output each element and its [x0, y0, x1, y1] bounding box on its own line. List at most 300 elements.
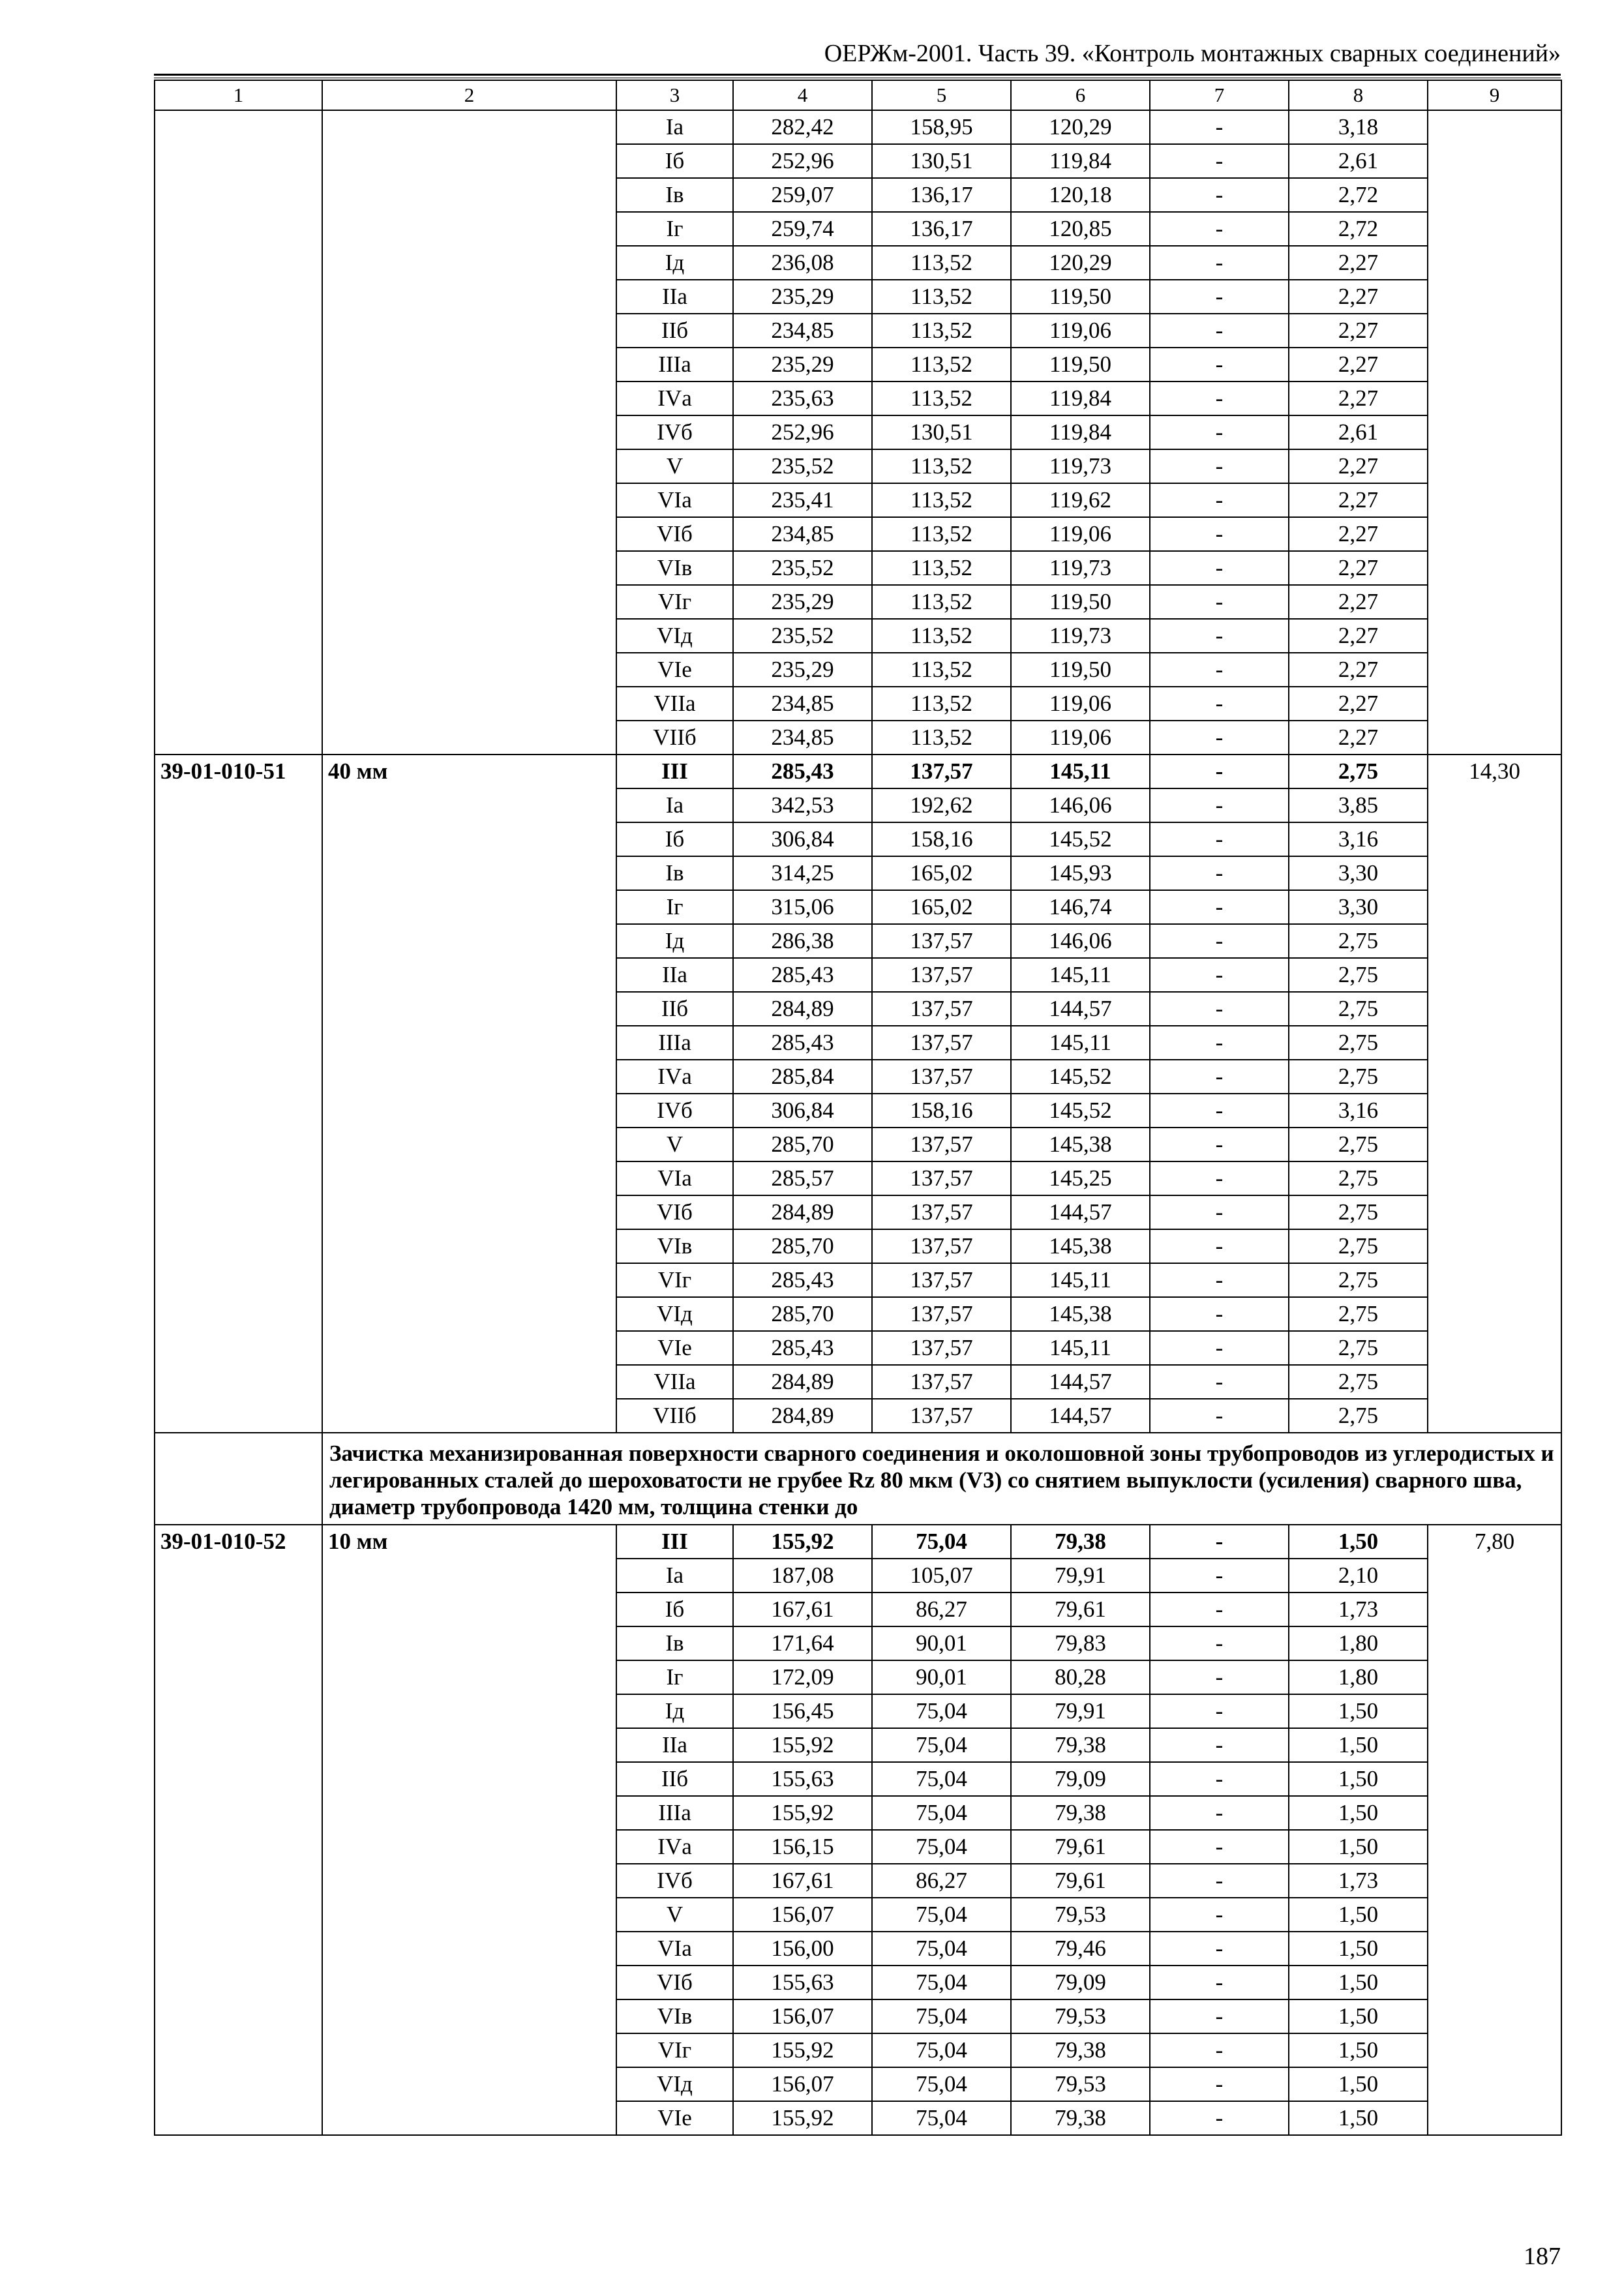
machines-cell: 119,84 — [1011, 144, 1150, 178]
labor-cell: 2,75 — [1289, 1399, 1428, 1433]
wages-cell: 86,27 — [872, 1864, 1011, 1898]
machines-cell: 119,06 — [1011, 517, 1150, 551]
machines-cell: 119,62 — [1011, 483, 1150, 517]
labor-cell: 2,72 — [1289, 178, 1428, 212]
wages-cell: 75,04 — [872, 1932, 1011, 1966]
wages-cell: 136,17 — [872, 178, 1011, 212]
machines-cell: 119,06 — [1011, 314, 1150, 348]
wages-cell: 137,57 — [872, 1060, 1011, 1094]
zone-cell: VIг — [616, 2033, 733, 2067]
wages-cell: 137,57 — [872, 1263, 1011, 1297]
total-cost-cell: 235,29 — [733, 280, 872, 314]
zone-cell: IIб — [616, 1762, 733, 1796]
machines-cell: 79,91 — [1011, 1559, 1150, 1593]
total-cost-cell: 236,08 — [733, 246, 872, 280]
rates-table-body — [155, 80, 1561, 2135]
operators-wages-cell: - — [1150, 1229, 1289, 1263]
wages-cell: 158,16 — [872, 1094, 1011, 1128]
machines-cell: 119,73 — [1011, 619, 1150, 653]
total-cost-cell: 234,85 — [733, 687, 872, 721]
total-cost-cell: 285,43 — [733, 1331, 872, 1365]
zone-cell: VIа — [616, 1161, 733, 1195]
zone-cell: VIв — [616, 1229, 733, 1263]
labor-cell: 1,50 — [1289, 1898, 1428, 1932]
labor-cell: 3,16 — [1289, 822, 1428, 856]
labor-cell: 1,50 — [1289, 1830, 1428, 1864]
zone-cell: VIе — [616, 2101, 733, 2135]
operators-wages-cell: - — [1150, 110, 1289, 144]
operators-wages-cell: - — [1150, 483, 1289, 517]
machines-cell: 120,18 — [1011, 178, 1150, 212]
machines-cell: 119,50 — [1011, 280, 1150, 314]
zone-cell: IIб — [616, 992, 733, 1026]
machines-cell: 79,53 — [1011, 1999, 1150, 2033]
operators-wages-cell: - — [1150, 687, 1289, 721]
zone-cell: Iб — [616, 1593, 733, 1626]
operators-wages-cell: - — [1150, 992, 1289, 1026]
labor-cell: 2,75 — [1289, 924, 1428, 958]
zone-cell: Iа — [616, 110, 733, 144]
labor-cell: 2,75 — [1289, 1161, 1428, 1195]
labor-cell: 1,50 — [1289, 1932, 1428, 1966]
total-cost-cell: 234,85 — [733, 517, 872, 551]
wages-cell: 113,52 — [872, 721, 1011, 755]
total-cost-cell: 235,29 — [733, 348, 872, 382]
zone-cell: VIе — [616, 1331, 733, 1365]
total-cost-cell: 285,84 — [733, 1060, 872, 1094]
total-cost-cell: 259,74 — [733, 212, 872, 246]
machines-cell: 144,57 — [1011, 1365, 1150, 1399]
zone-cell: Iв — [616, 856, 733, 890]
total-cost-cell: 252,96 — [733, 415, 872, 449]
machines-cell: 145,38 — [1011, 1229, 1150, 1263]
zone-cell: VIб — [616, 1966, 733, 1999]
zone-cell: VIв — [616, 1999, 733, 2033]
zone-cell: VIе — [616, 653, 733, 687]
machines-cell: 119,84 — [1011, 415, 1150, 449]
machines-cell: 119,06 — [1011, 721, 1150, 755]
zone-cell: IIб — [616, 314, 733, 348]
total-cost-cell: 235,29 — [733, 585, 872, 619]
labor-cell: 1,50 — [1289, 2101, 1428, 2135]
zone-cell: Iд — [616, 1694, 733, 1728]
zone-cell: IVа — [616, 1830, 733, 1864]
wages-cell: 137,57 — [872, 1195, 1011, 1229]
wages-cell: 113,52 — [872, 348, 1011, 382]
wages-cell: 75,04 — [872, 1830, 1011, 1864]
wages-cell: 113,52 — [872, 382, 1011, 415]
wages-cell: 113,52 — [872, 449, 1011, 483]
machines-cell: 145,25 — [1011, 1161, 1150, 1195]
machines-cell: 79,53 — [1011, 2067, 1150, 2101]
operators-wages-cell: - — [1150, 2067, 1289, 2101]
total-cost-cell: 155,92 — [733, 1525, 872, 1559]
zone-cell: VIб — [616, 1195, 733, 1229]
labor-cell: 2,27 — [1289, 314, 1428, 348]
machines-cell: 79,38 — [1011, 2033, 1150, 2067]
machines-cell: 145,11 — [1011, 958, 1150, 992]
machines-cell: 145,93 — [1011, 856, 1150, 890]
operators-wages-cell: - — [1150, 382, 1289, 415]
total-cost-cell: 306,84 — [733, 822, 872, 856]
operators-wages-cell: - — [1150, 144, 1289, 178]
page-header-title: ОЕРЖм-2001. Часть 39. «Контроль монтажных сварных соединений» — [824, 40, 1561, 67]
wages-cell: 113,52 — [872, 280, 1011, 314]
wall-thickness-cell: 10 мм — [322, 1525, 616, 2135]
unit-cost-cell: 7,80 — [1428, 1525, 1561, 2135]
total-cost-cell: 235,52 — [733, 551, 872, 585]
labor-cell: 2,27 — [1289, 687, 1428, 721]
operators-wages-cell: - — [1150, 1128, 1289, 1161]
wages-cell: 113,52 — [872, 653, 1011, 687]
labor-cell: 2,27 — [1289, 483, 1428, 517]
labor-cell: 1,80 — [1289, 1626, 1428, 1660]
operators-wages-cell: - — [1150, 314, 1289, 348]
total-cost-cell: 155,92 — [733, 2033, 872, 2067]
operators-wages-cell: - — [1150, 619, 1289, 653]
machines-cell: 120,29 — [1011, 110, 1150, 144]
wages-cell: 113,52 — [872, 551, 1011, 585]
wages-cell: 137,57 — [872, 958, 1011, 992]
total-cost-cell: 285,43 — [733, 1263, 872, 1297]
labor-cell: 2,27 — [1289, 449, 1428, 483]
total-cost-cell: 342,53 — [733, 788, 872, 822]
wages-cell: 75,04 — [872, 1898, 1011, 1932]
operators-wages-cell: - — [1150, 1559, 1289, 1593]
total-cost-cell: 285,57 — [733, 1161, 872, 1195]
total-cost-cell: 234,85 — [733, 314, 872, 348]
wages-cell: 192,62 — [872, 788, 1011, 822]
wages-cell: 130,51 — [872, 144, 1011, 178]
operators-wages-cell: - — [1150, 585, 1289, 619]
wages-cell: 75,04 — [872, 1525, 1011, 1559]
total-cost-cell: 235,63 — [733, 382, 872, 415]
machines-cell: 119,73 — [1011, 449, 1150, 483]
operators-wages-cell: - — [1150, 890, 1289, 924]
wages-cell: 113,52 — [872, 619, 1011, 653]
column-number: 8 — [1289, 80, 1428, 110]
labor-cell: 1,73 — [1289, 1864, 1428, 1898]
machines-cell: 79,46 — [1011, 1932, 1150, 1966]
zone-cell: Iг — [616, 890, 733, 924]
labor-cell: 2,75 — [1289, 1297, 1428, 1331]
labor-cell: 2,27 — [1289, 348, 1428, 382]
wages-cell: 158,16 — [872, 822, 1011, 856]
machines-cell: 146,06 — [1011, 924, 1150, 958]
wages-cell: 137,57 — [872, 1331, 1011, 1365]
operators-wages-cell: - — [1150, 1060, 1289, 1094]
machines-cell: 145,38 — [1011, 1128, 1150, 1161]
column-number: 7 — [1150, 80, 1289, 110]
wages-cell: 137,57 — [872, 1128, 1011, 1161]
operators-wages-cell: - — [1150, 1898, 1289, 1932]
machines-cell: 119,50 — [1011, 585, 1150, 619]
total-cost-cell: 156,07 — [733, 1898, 872, 1932]
wages-cell: 136,17 — [872, 212, 1011, 246]
machines-cell: 79,53 — [1011, 1898, 1150, 1932]
machines-cell: 119,06 — [1011, 687, 1150, 721]
column-number: 2 — [322, 80, 616, 110]
machines-cell: 79,61 — [1011, 1593, 1150, 1626]
zone-cell: VIа — [616, 1932, 733, 1966]
operators-wages-cell: - — [1150, 415, 1289, 449]
total-cost-cell: 156,07 — [733, 2067, 872, 2101]
machines-cell: 119,84 — [1011, 382, 1150, 415]
total-cost-cell: 285,43 — [733, 1026, 872, 1060]
wages-cell: 75,04 — [872, 1796, 1011, 1830]
total-cost-cell: 156,15 — [733, 1830, 872, 1864]
machines-cell: 145,11 — [1011, 1263, 1150, 1297]
wages-cell: 137,57 — [872, 992, 1011, 1026]
wages-cell: 165,02 — [872, 890, 1011, 924]
total-cost-cell: 235,41 — [733, 483, 872, 517]
zone-cell: VIд — [616, 619, 733, 653]
zone-cell: Iб — [616, 822, 733, 856]
labor-cell: 2,27 — [1289, 246, 1428, 280]
zone-cell: Iг — [616, 212, 733, 246]
wall-thickness-cell: 40 мм — [322, 755, 616, 1433]
total-cost-cell: 155,92 — [733, 2101, 872, 2135]
unit-cost-cell — [1428, 110, 1561, 755]
operators-wages-cell: - — [1150, 348, 1289, 382]
wages-cell: 158,95 — [872, 110, 1011, 144]
total-cost-cell: 155,63 — [733, 1966, 872, 1999]
labor-cell: 1,73 — [1289, 1593, 1428, 1626]
operators-wages-cell: - — [1150, 1195, 1289, 1229]
labor-cell: 3,30 — [1289, 856, 1428, 890]
machines-cell: 119,50 — [1011, 653, 1150, 687]
labor-cell: 2,75 — [1289, 1128, 1428, 1161]
wages-cell: 75,04 — [872, 2067, 1011, 2101]
operators-wages-cell: - — [1150, 1864, 1289, 1898]
machines-cell: 144,57 — [1011, 1399, 1150, 1433]
wages-cell: 137,57 — [872, 1365, 1011, 1399]
zone-cell: V — [616, 1898, 733, 1932]
labor-cell: 2,27 — [1289, 619, 1428, 653]
wages-cell: 165,02 — [872, 856, 1011, 890]
operators-wages-cell: - — [1150, 1830, 1289, 1864]
page-number: 187 — [1524, 2243, 1561, 2270]
machines-cell: 146,74 — [1011, 890, 1150, 924]
total-cost-cell: 235,29 — [733, 653, 872, 687]
wages-cell: 75,04 — [872, 1966, 1011, 1999]
zone-cell: IVб — [616, 1094, 733, 1128]
labor-cell: 1,50 — [1289, 1728, 1428, 1762]
operators-wages-cell: - — [1150, 1525, 1289, 1559]
total-cost-cell: 234,85 — [733, 721, 872, 755]
machines-cell: 145,52 — [1011, 1094, 1150, 1128]
rates-table — [154, 80, 1562, 2136]
zone-cell: IIа — [616, 280, 733, 314]
operators-wages-cell: - — [1150, 2033, 1289, 2067]
total-cost-cell: 172,09 — [733, 1660, 872, 1694]
operators-wages-cell: - — [1150, 1660, 1289, 1694]
total-cost-cell: 155,63 — [733, 1762, 872, 1796]
zone-cell: IVа — [616, 1060, 733, 1094]
total-cost-cell: 285,70 — [733, 1229, 872, 1263]
operators-wages-cell: - — [1150, 1762, 1289, 1796]
operators-wages-cell: - — [1150, 551, 1289, 585]
wages-cell: 75,04 — [872, 1694, 1011, 1728]
machines-cell: 79,38 — [1011, 2101, 1150, 2135]
zone-cell: IIIа — [616, 1026, 733, 1060]
machines-cell: 145,52 — [1011, 822, 1150, 856]
machines-cell: 145,38 — [1011, 1297, 1150, 1331]
wages-cell: 137,57 — [872, 1399, 1011, 1433]
machines-cell: 79,61 — [1011, 1864, 1150, 1898]
operators-wages-cell: - — [1150, 1966, 1289, 1999]
wages-cell: 86,27 — [872, 1593, 1011, 1626]
column-number: 6 — [1011, 80, 1150, 110]
total-cost-cell: 235,52 — [733, 449, 872, 483]
total-cost-cell: 285,43 — [733, 958, 872, 992]
column-number: 5 — [872, 80, 1011, 110]
total-cost-cell: 285,43 — [733, 755, 872, 788]
labor-cell: 1,50 — [1289, 2067, 1428, 2101]
machines-cell: 145,11 — [1011, 1331, 1150, 1365]
zone-cell: V — [616, 449, 733, 483]
table-row — [155, 110, 1561, 144]
wages-cell: 75,04 — [872, 1762, 1011, 1796]
labor-cell: 1,50 — [1289, 1796, 1428, 1830]
zone-cell: Iв — [616, 1626, 733, 1660]
operators-wages-cell: - — [1150, 1297, 1289, 1331]
wages-cell: 113,52 — [872, 246, 1011, 280]
zone-cell: Iд — [616, 924, 733, 958]
machines-cell: 79,38 — [1011, 1525, 1150, 1559]
labor-cell: 2,61 — [1289, 415, 1428, 449]
labor-cell: 3,18 — [1289, 110, 1428, 144]
operators-wages-cell: - — [1150, 1694, 1289, 1728]
zone-cell: Iб — [616, 144, 733, 178]
machines-cell: 79,61 — [1011, 1830, 1150, 1864]
labor-cell: 2,27 — [1289, 280, 1428, 314]
operators-wages-cell: - — [1150, 1932, 1289, 1966]
operators-wages-cell: - — [1150, 958, 1289, 992]
labor-cell: 1,50 — [1289, 1999, 1428, 2033]
wages-cell: 137,57 — [872, 924, 1011, 958]
wages-cell: 113,52 — [872, 483, 1011, 517]
machines-cell: 79,38 — [1011, 1728, 1150, 1762]
operators-wages-cell: - — [1150, 1094, 1289, 1128]
zone-cell: Iг — [616, 1660, 733, 1694]
zone-cell: Iв — [616, 178, 733, 212]
operators-wages-cell: - — [1150, 1999, 1289, 2033]
zone-cell: VIд — [616, 1297, 733, 1331]
labor-cell: 1,80 — [1289, 1660, 1428, 1694]
section-heading: Зачистка механизированная поверхности сварного соединения и околошовной зоны трубопроводов из углеродистых и легированных сталей до шероховатости не грубее Rz 80 мкм (V3) со снятием выпуклости (усиления) сварного шва, диаметр трубопровода 1420 мм, толщина стенки до — [322, 1433, 1561, 1525]
total-cost-cell: 284,89 — [733, 1195, 872, 1229]
labor-cell: 3,30 — [1289, 890, 1428, 924]
total-cost-cell: 167,61 — [733, 1864, 872, 1898]
zone-cell: VIг — [616, 585, 733, 619]
name-cell — [322, 110, 616, 755]
total-cost-cell: 285,70 — [733, 1297, 872, 1331]
operators-wages-cell: - — [1150, 1026, 1289, 1060]
total-cost-cell: 167,61 — [733, 1593, 872, 1626]
table-row — [155, 755, 1561, 788]
labor-cell: 2,27 — [1289, 551, 1428, 585]
labor-cell: 2,75 — [1289, 1365, 1428, 1399]
operators-wages-cell: - — [1150, 653, 1289, 687]
machines-cell: 145,52 — [1011, 1060, 1150, 1094]
section-heading-row — [155, 1433, 1561, 1525]
operators-wages-cell: - — [1150, 755, 1289, 788]
total-cost-cell: 314,25 — [733, 856, 872, 890]
wages-cell: 90,01 — [872, 1626, 1011, 1660]
labor-cell: 2,27 — [1289, 653, 1428, 687]
operators-wages-cell: - — [1150, 2101, 1289, 2135]
machines-cell: 79,38 — [1011, 1796, 1150, 1830]
wages-cell: 90,01 — [872, 1660, 1011, 1694]
zone-cell: VIб — [616, 517, 733, 551]
labor-cell: 2,75 — [1289, 1195, 1428, 1229]
unit-cost-cell: 14,30 — [1428, 755, 1561, 1433]
zone-cell: VIIб — [616, 1399, 733, 1433]
wages-cell: 137,57 — [872, 1161, 1011, 1195]
column-number: 4 — [733, 80, 872, 110]
operators-wages-cell: - — [1150, 449, 1289, 483]
machines-cell: 79,83 — [1011, 1626, 1150, 1660]
total-cost-cell: 284,89 — [733, 1399, 872, 1433]
total-cost-cell: 306,84 — [733, 1094, 872, 1128]
labor-cell: 3,16 — [1289, 1094, 1428, 1128]
total-cost-cell: 286,38 — [733, 924, 872, 958]
machines-cell: 146,06 — [1011, 788, 1150, 822]
total-cost-cell: 315,06 — [733, 890, 872, 924]
operators-wages-cell: - — [1150, 280, 1289, 314]
wages-cell: 137,57 — [872, 1297, 1011, 1331]
zone-cell: V — [616, 1128, 733, 1161]
column-number: 1 — [155, 80, 322, 110]
wages-cell: 113,52 — [872, 314, 1011, 348]
operators-wages-cell: - — [1150, 1263, 1289, 1297]
zone-cell: Iа — [616, 788, 733, 822]
wages-cell: 105,07 — [872, 1559, 1011, 1593]
machines-cell: 79,09 — [1011, 1966, 1150, 1999]
wages-cell: 113,52 — [872, 585, 1011, 619]
total-cost-cell: 171,64 — [733, 1626, 872, 1660]
wages-cell: 113,52 — [872, 687, 1011, 721]
column-number: 9 — [1428, 80, 1561, 110]
zone-cell: Iа — [616, 1559, 733, 1593]
wages-cell: 137,57 — [872, 1026, 1011, 1060]
zone-cell: VIа — [616, 483, 733, 517]
labor-cell: 2,75 — [1289, 1263, 1428, 1297]
operators-wages-cell: - — [1150, 1331, 1289, 1365]
wages-cell: 137,57 — [872, 1229, 1011, 1263]
section-code-cell — [155, 1433, 322, 1525]
operators-wages-cell: - — [1150, 1728, 1289, 1762]
operators-wages-cell: - — [1150, 924, 1289, 958]
zone-cell: IVа — [616, 382, 733, 415]
operators-wages-cell: - — [1150, 212, 1289, 246]
total-cost-cell: 156,45 — [733, 1694, 872, 1728]
operators-wages-cell: - — [1150, 178, 1289, 212]
labor-cell: 2,75 — [1289, 958, 1428, 992]
operators-wages-cell: - — [1150, 1399, 1289, 1433]
total-cost-cell: 156,00 — [733, 1932, 872, 1966]
zone-cell: IIа — [616, 958, 733, 992]
wages-cell: 75,04 — [872, 2033, 1011, 2067]
wages-cell: 75,04 — [872, 1728, 1011, 1762]
operators-wages-cell: - — [1150, 721, 1289, 755]
operators-wages-cell: - — [1150, 1796, 1289, 1830]
machines-cell: 119,50 — [1011, 348, 1150, 382]
machines-cell: 120,85 — [1011, 212, 1150, 246]
zone-cell: VIIа — [616, 1365, 733, 1399]
wages-cell: 113,52 — [872, 517, 1011, 551]
